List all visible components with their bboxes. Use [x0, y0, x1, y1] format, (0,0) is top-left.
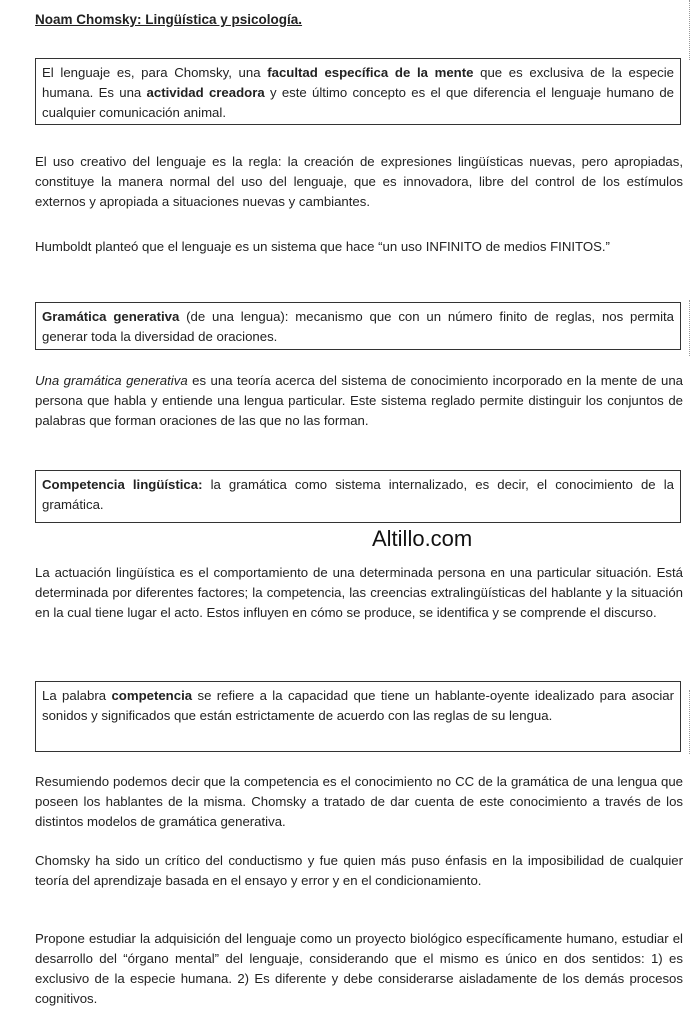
paragraph-adquisicion: Propone estudiar la adquisición del lenguaje como un proyecto biológico específicamente humano, estudiar el desarrollo del “órgano mental” del lenguaje, considerando que el mismo es único en dos sentidos: 1) es exclusivo de la especie humana. 2) Es diferente y debe considerarse aisladamente de los demás procesos cognitivos. [35, 931, 683, 1006]
definition-box-gramatica-generativa [35, 302, 681, 350]
box1-text-2: que es exclusiva de la especie humana. Es una [42, 65, 674, 100]
watermark: Altillo.com [372, 526, 473, 551]
definition-box-competencia-linguistica [35, 470, 681, 523]
paragraph-conductismo: Chomsky ha sido un crítico del conductismo y fue quien más puso énfasis en la imposibilidad de cualquier teoría del aprendizaje basada en el ensayo y error y en el condicionamiento. [35, 853, 683, 888]
box2-bold-1: Gramática generativa [42, 309, 180, 324]
box1-bold-1: facultad específica de la mente [267, 65, 474, 80]
margin-dotted-line [689, 690, 690, 754]
definition-box-facultad [35, 58, 681, 125]
margin-dotted-line [689, 300, 690, 356]
page-title: Noam Chomsky: Lingüística y psicología. [35, 12, 303, 27]
box1-text-3: y este último concepto es el que diferencia el lenguaje humano de cualquier comunicación animal. [42, 85, 674, 120]
paragraph-resumiendo: Resumiendo podemos decir que la competencia es el conocimiento no CC de la gramática de una lengua que poseen los hablantes de la misma. Chomsky a tratado de dar cuenta de este conocimiento a través de los distintos modelos de gramática generativa. [35, 774, 683, 829]
box3-bold-1: Competencia lingüística: [42, 477, 203, 492]
paragraph-gramatica-generativa [35, 371, 683, 431]
para3-text: es una teoría acerca del sistema de conocimiento incorporado en la mente de una persona que habla y entiende una lengua particular. Este sistema reglado permite distinguir los conjuntos de palabras que forman oraciones de las que no las forman. [35, 373, 683, 428]
box4-bold-1: competencia [111, 688, 193, 703]
margin-dotted-line [689, 0, 690, 60]
para3-italic: Una gramática generativa [35, 373, 188, 388]
box4-text-2: se refiere a la capacidad que tiene un hablante-oyente idealizado para asociar sonidos y significados que están estrictamente de acuerdo con las reglas de su lengua. [42, 688, 674, 723]
box4-text-1: La palabra [42, 688, 112, 703]
box1-text-1: El lenguaje es, para Chomsky, una [42, 65, 268, 80]
paragraph-actuacion: La actuación lingüística es el comportamiento de una determinada persona en una particular situación. Está determinada por diferentes factores; la competencia, las creencias extralingüísticas del hablante y la situación en la cual tiene lugar el acto. Estos influyen en cómo se produce, se identifica y se comprende el discurso. [35, 565, 683, 620]
definition-box-competencia [35, 681, 681, 752]
box1-bold-2: actividad creadora [146, 85, 265, 100]
paragraph-uso-creativo: El uso creativo del lenguaje es la regla: la creación de expresiones lingüísticas nuevas, pero apropiadas, constituye la manera normal del uso del lenguaje, que es innovadora, libre del control de los estímulos externos y apropiada a situaciones nuevas y cambiantes. [35, 154, 683, 209]
box3-text-1: la gramática como sistema internalizado, es decir, el conocimiento de la gramática. [42, 477, 674, 512]
box2-text-1: (de una lengua): mecanismo que con un número finito de reglas, nos permita generar toda la diversidad de oraciones. [42, 309, 674, 344]
paragraph-humboldt: Humboldt planteó que el lenguaje es un sistema que hace “un uso INFINITO de medios FINITOS.” [35, 239, 610, 254]
